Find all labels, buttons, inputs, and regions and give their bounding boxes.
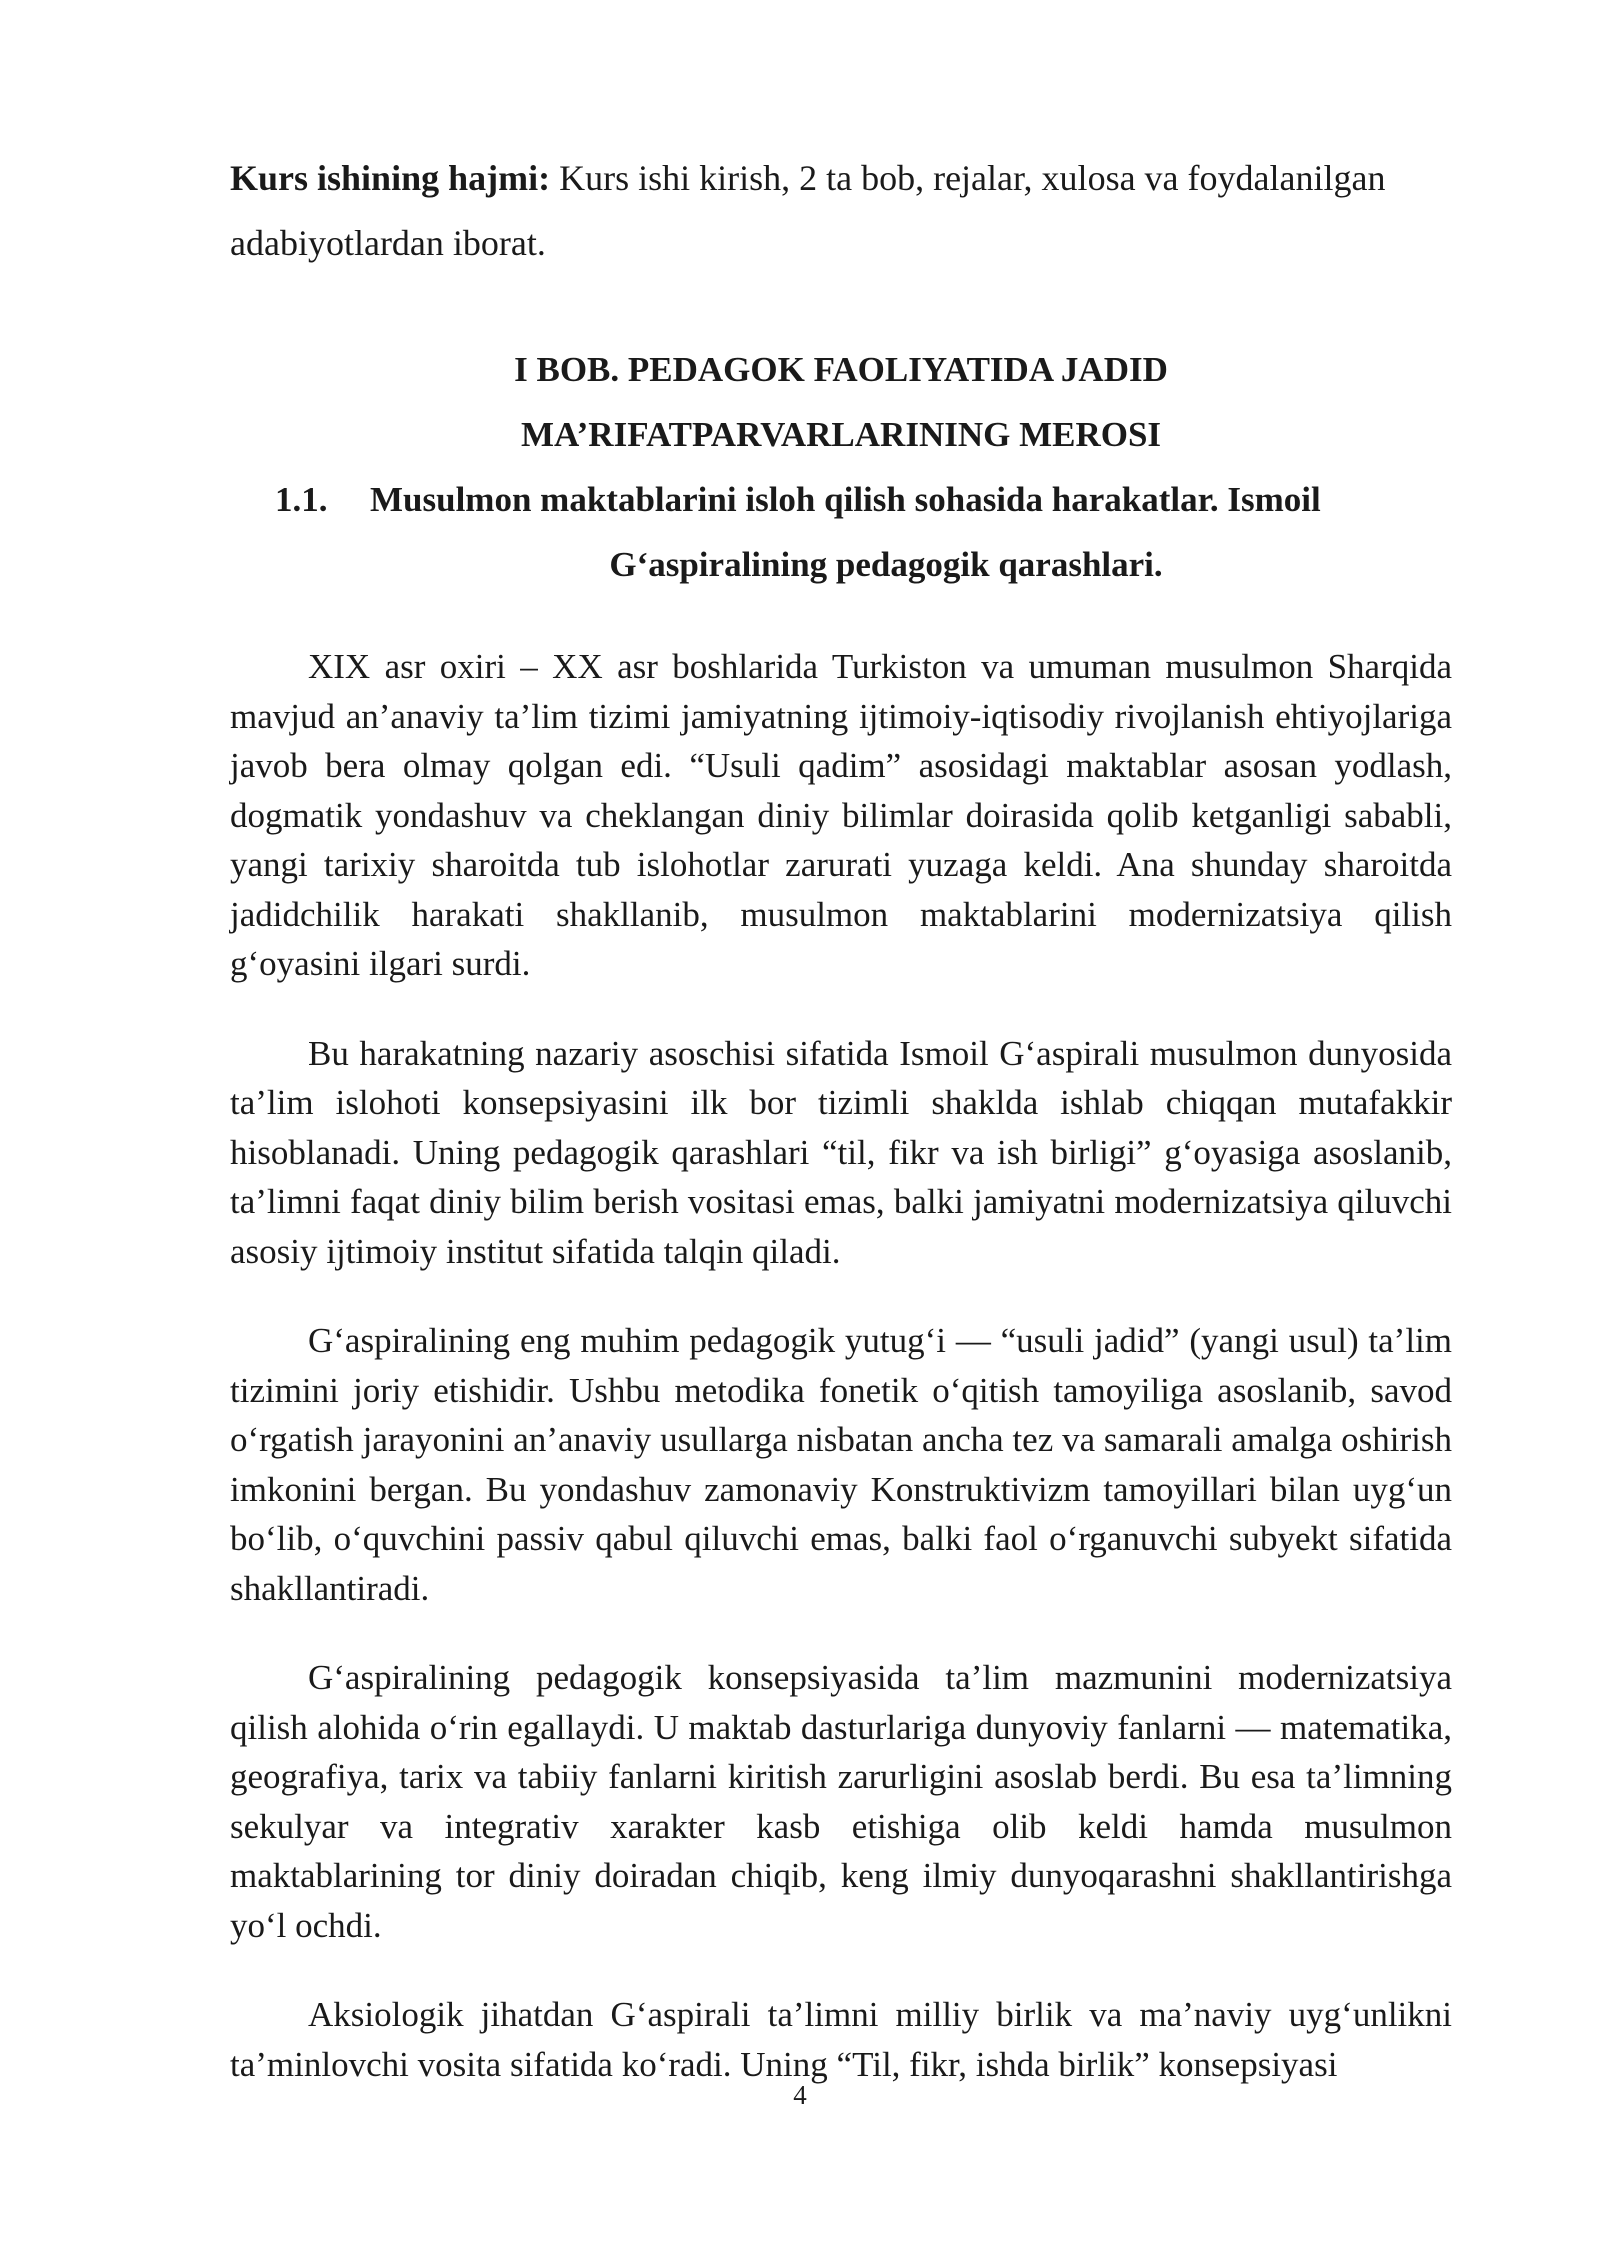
page-content bbox=[230, 146, 1452, 2089]
section-title-line-1: Musulmon maktablarini isloh qilish sohasida harakatlar. Ismoil bbox=[370, 480, 1321, 519]
intro-paragraph bbox=[230, 146, 1452, 276]
chapter-title bbox=[230, 337, 1452, 467]
section-heading-line-1 bbox=[275, 467, 1452, 532]
body-paragraph: G‘aspiralining pedagogik konsepsiyasida ta’lim mazmunini modernizatsiya qilish alohida o‘rin egallaydi. U maktab dasturlariga dunyoviy fanlarni — matematika, geografiya, tarix va tabiiy fanlarni kiritish zarurligini asoslab berdi. Bu esa ta’limning sekulyar va integrativ xarakter kasb etishiga olib keldi hamda musulmon maktablarining tor diniy doiradan chiqib, keng ilmiy dunyoqarashni shakllantirishga yo‘l ochdi. bbox=[230, 1658, 1452, 1945]
intro-label: Kurs ishining hajmi: bbox=[230, 158, 551, 198]
page-number: 4 bbox=[793, 2080, 807, 2110]
body-paragraph: XIX asr oxiri – XX asr boshlarida Turkiston va umuman musulmon Sharqida mavjud an’anaviy ta’lim tizimi jamiyatning ijtimoiy-iqtisodiy rivojlanish ehtiyojlariga javob bera olmay qolgan edi. “Usuli qadim” asosidagi maktablar asosan yodlash, dogmatik yondashuv va cheklangan diniy bilimlar doirasida qolib ketganligi sababli, yangi tarixiy sharoitda tub islohotlar zarurati yuzaga keldi. Ana shunday sharoitda jadidchilik harakati shakllanib, musulmon maktablarini modernizatsiya qilish g‘oyasini ilgari surdi. bbox=[230, 647, 1452, 983]
intro-text: Kurs ishi kirish, 2 ta bob, rejalar, xulosa va foydalanilgan adabiyotlardan iborat. bbox=[230, 158, 1386, 263]
chapter-title-line-1: I BOB. PEDAGOK FAOLIYATIDA JADID bbox=[514, 350, 1168, 389]
section-title-line-2: G‘aspiralining pedagogik qarashlari. bbox=[609, 545, 1163, 584]
body-paragraph: Aksiologik jihatdan G‘aspirali ta’limni milliy birlik va ma’naviy uyg‘unlikni ta’minlovchi vosita sifatida ko‘radi. Uning “Til, fikr, ishda birlik” konsepsiyasi bbox=[230, 1995, 1452, 2084]
section-heading bbox=[230, 467, 1452, 597]
chapter-title-line-2: MA’RIFATPARVARLARINING MEROSI bbox=[520, 415, 1162, 454]
body-paragraph: G‘aspiralining eng muhim pedagogik yutug‘i — “usuli jadid” (yangi usul) ta’lim tizimini joriy etishidir. Ushbu metodika fonetik o‘qitish tamoyiliga asoslanib, savod o‘rgatish jarayonini an’anaviy usullarga nisbatan ancha tez va samarali amalga oshirish imkonini bergan. Bu yondashuv zamonaviy Konstruktivizm tamoyillari bilan uyg‘un bo‘lib, o‘quvchini passiv qabul qiluvchi emas, balki faol o‘rganuvchi subyekt sifatida shakllantiradi. bbox=[230, 1321, 1452, 1608]
body-paragraph: Bu harakatning nazariy asoschisi sifatida Ismoil G‘aspirali musulmon dunyosida ta’lim islohoti konsepsiyasini ilk bor tizimli shaklda ishlab chiqqan mutafakkir hisoblanadi. Uning pedagogik qarashlari “til, fikr va ish birligi” g‘oyasiga asoslanib, ta’limni faqat diniy bilim berish vositasi emas, balki jamiyatni modernizatsiya qiluvchi asosiy ijtimoiy institut sifatida talqin qiladi. bbox=[230, 1033, 1452, 1271]
section-number: 1.1. bbox=[275, 480, 328, 519]
